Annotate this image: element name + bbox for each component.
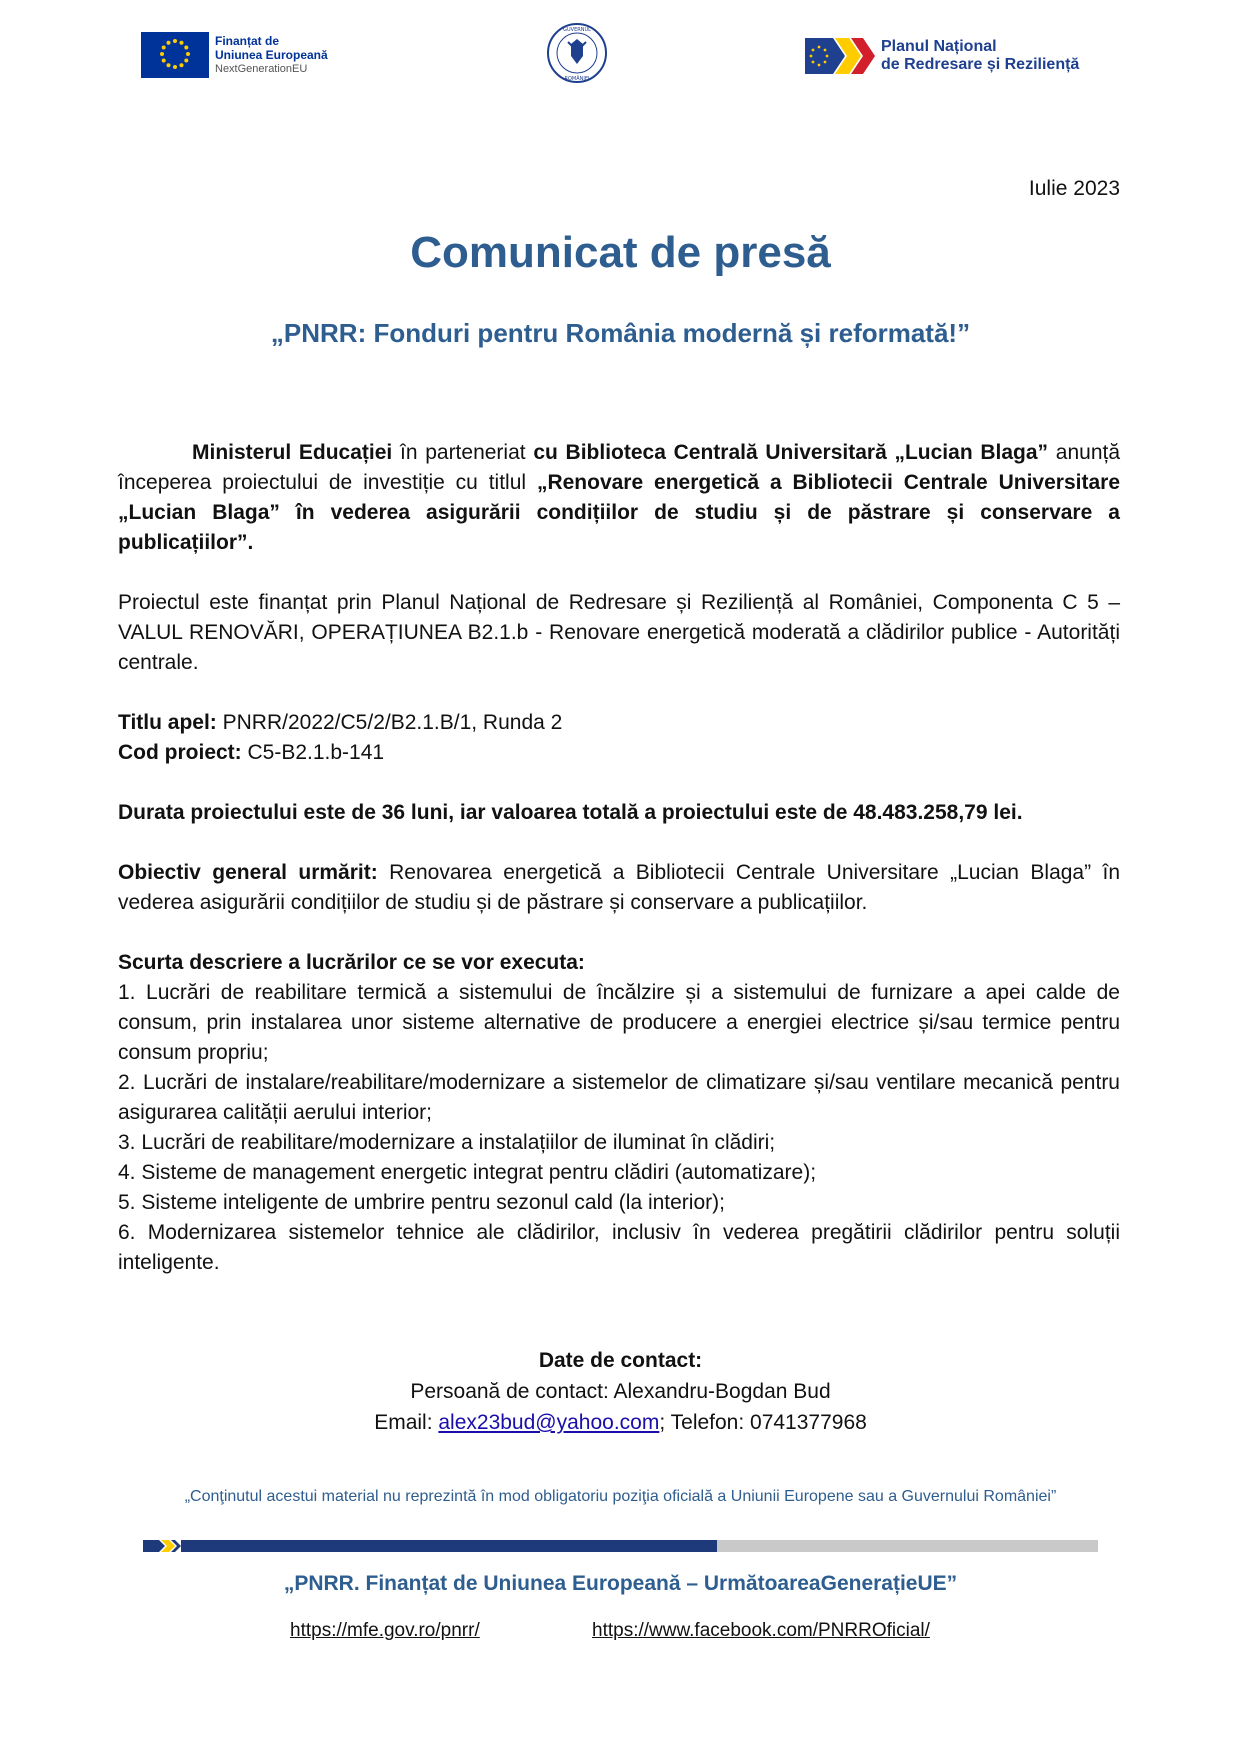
- contact-heading: Date de contact:: [538, 1349, 703, 1372]
- intro-text-2: anunță începerea proiectului de investiție cu titlul: [118, 441, 1121, 494]
- pnrr-logo-line1: Planul Național: [881, 38, 997, 55]
- pnrr-logo: [805, 36, 1079, 76]
- facebook-pnrr-link[interactable]: https://www.facebook.com/PNRROficial/: [592, 1620, 930, 1641]
- works-item-6: 6. Modernizarea sistemelor tehnice ale clădirilor, inclusiv în vederea pregătirii clădirilor pentru soluții inteligente.: [118, 1221, 1120, 1274]
- page-subtitle: „PNRR: Fonduri pentru România modernă și reformată!”: [270, 318, 971, 348]
- intro-text-1: în parteneriat: [392, 441, 534, 464]
- contact-email-phone: [0, 1407, 1241, 1438]
- eu-flag-icon: [141, 32, 209, 78]
- pnrr-flag-arrow-icon: [805, 36, 877, 76]
- divider-arrow-icon: [143, 1540, 181, 1552]
- phone-text: ; Telefon: 0741377968: [659, 1411, 867, 1434]
- press-release-body: [118, 438, 1120, 1278]
- romanian-government-seal: [546, 22, 608, 84]
- call-title-line: [118, 708, 1120, 738]
- contact-person: Persoană de contact: Alexandru-Bogdan Bud: [410, 1380, 831, 1403]
- works-item-1: 1. Lucrări de reabilitare termică a sistemului de încălzire și a sistemului de furnizare a apei calde de consum, prin instalarea unor sisteme alternative de producere a energiei electrice și/sau termice pentru consum propriu;: [118, 981, 1120, 1064]
- intro-library: cu Biblioteca Centrală Universitară „Lucian Blaga”: [533, 441, 1049, 464]
- works-item-2: 2. Lucrări de instalare/reabilitare/modernizare a sistemelor de climatizare și/sau ventilare mecanică pentru asigurarea calității aerului interior;: [118, 1071, 1120, 1124]
- press-release-date: Iulie 2023: [1028, 177, 1120, 200]
- eu-logo-line2: Uniunea Europeană: [215, 48, 328, 62]
- objective-text: Renovarea energetică a Bibliotecii Centrale Universitare „Lucian Blaga” în vederea asigurării condițiilor de studiu și de păstrare și conservare a publicațiilor.: [118, 861, 1121, 914]
- footer-divider: [143, 1540, 1098, 1552]
- contact-block: [0, 1345, 1241, 1438]
- eu-funding-logo: [141, 32, 328, 78]
- footer-disclaimer: „Conţinutul acestui material nu reprezintă în mod obligatoriu poziţia oficială a Uniunii Europene sau a Guvernului României”: [184, 1488, 1057, 1505]
- eu-logo-line3: NextGenerationEU: [215, 63, 308, 75]
- intro-project-title: „Renovare energetică a Bibliotecii Centrale Universitare „Lucian Blaga” în vederea asigurării condițiilor de studiu și de păstrare și conservare a publicațiilor”.: [118, 471, 1120, 554]
- funding-paragraph: Proiectul este finanțat prin Planul Național de Redresare și Reziliență al României, Componenta C 5 – VALUL RENOVĂRI, OPERAȚIUNEA B2.1.b - Renovare energetică moderată a clădirilor publice - Autorități centrale.: [118, 591, 1120, 674]
- objective-label: Obiectiv general urmărit:: [118, 861, 378, 884]
- project-code-line: [118, 738, 1120, 768]
- email-label: Email:: [374, 1411, 439, 1434]
- header-logos: [0, 22, 1241, 92]
- email-link[interactable]: alex23bud@yahoo.com: [438, 1411, 660, 1434]
- seal-top-text: GUVERNUL: [563, 27, 591, 33]
- project-code-label: Cod proiect:: [118, 741, 242, 764]
- works-item-4: 4. Sisteme de management energetic integrat pentru clădiri (automatizare);: [118, 1161, 817, 1184]
- mfe-pnrr-link[interactable]: https://mfe.gov.ro/pnrr/: [290, 1620, 480, 1641]
- footer-slogan: „PNRR. Finanțat de Uniunea Europeană – UrmătoareaGenerațieUE”: [283, 1572, 958, 1595]
- intro-paragraph: [118, 438, 1120, 558]
- objective-paragraph: [118, 858, 1120, 918]
- duration-paragraph: Durata proiectului este de 36 luni, iar valoarea totală a proiectului este de 48.483.258,79 lei.: [118, 801, 1023, 824]
- call-title-label: Titlu apel:: [118, 711, 217, 734]
- works-heading: Scurta descriere a lucrărilor ce se vor executa:: [118, 951, 585, 974]
- seal-bottom-text: ROMÂNIEI: [564, 76, 590, 82]
- call-title-value: PNRR/2022/C5/2/B2.1.B/1, Runda 2: [216, 711, 563, 734]
- works-item-3: 3. Lucrări de reabilitare/modernizare a instalațiilor de iluminat în clădiri;: [118, 1131, 776, 1154]
- intro-ministry: Ministerul Educației: [192, 441, 393, 464]
- project-code-value: C5-B2.1.b-141: [241, 741, 385, 764]
- works-item-5: 5. Sisteme inteligente de umbrire pentru sezonul cald (la interior);: [118, 1191, 725, 1214]
- eu-logo-line1: Finanțat de: [215, 34, 280, 48]
- pnrr-logo-line2: de Redresare și Reziliență: [881, 56, 1080, 73]
- page-title: Comunicat de presă: [410, 228, 831, 277]
